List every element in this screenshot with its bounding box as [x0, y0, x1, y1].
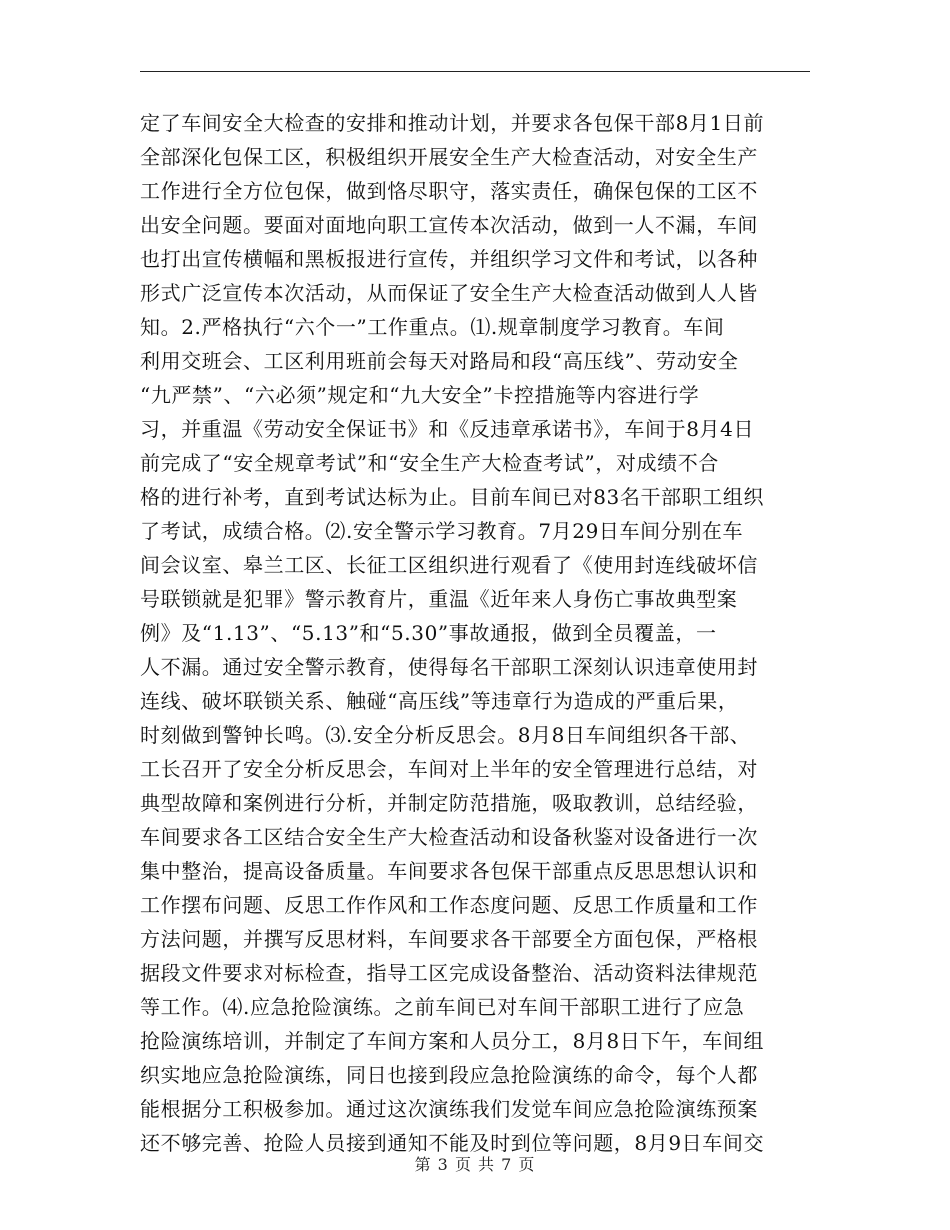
text-line: 定了车间安全大检查的安排和推动计划，并要求各包保干部8月1日前	[140, 111, 765, 135]
text-line: 工长召开了安全分析反思会，车间对上半年的安全管理进行总结，对	[140, 757, 758, 781]
text-line: 前完成了“安全规章考试”和“安全生产大检查考试”，对成绩不合	[140, 451, 719, 475]
text-line: 习，并重温《劳动安全保证书》和《反违章承诺书》，车间于8月4日	[140, 417, 755, 441]
text-line: 时刻做到警钟长鸣。⑶.安全分析反思会。8月8日车间组织各干部、	[140, 723, 751, 747]
body-text	[140, 106, 820, 1160]
text-line: 工作进行全方位包保，做到恪尽职守，落实责任，确保包保的工区不	[140, 179, 758, 203]
text-line: 抢险演练培训，并制定了车间方案和人员分工，8月8日下午，车间组	[140, 1029, 765, 1053]
text-line: 了考试，成绩合格。⑵.安全警示学习教育。7月29日车间分别在车	[140, 519, 744, 543]
text-line: 织实地应急抢险演练，同日也接到段应急抢险演练的命令，每个人都	[140, 1063, 758, 1087]
text-line: 人不漏。通过安全警示教育，使得每名干部职工深刻认识违章使用封	[140, 655, 758, 679]
text-line: 等工作。⑷.应急抢险演练。之前车间已对车间干部职工进行了应急	[140, 995, 745, 1019]
text-line: 还不够完善、抢险人员接到通知不能及时到位等问题，8月9日车间交	[140, 1131, 765, 1155]
text-line: 全部深化包保工区，积极组织开展安全生产大检查活动，对安全生产	[140, 145, 758, 169]
text-line: 集中整治，提高设备质量。车间要求各包保干部重点反思思想认识和	[140, 859, 758, 883]
text-line: 出安全问题。要面对面地向职工宣传本次活动，做到一人不漏，车间	[140, 213, 758, 237]
text-line: 连线、破坏联锁关系、触碰“高压线”等违章行为造成的严重后果，	[140, 689, 739, 713]
text-line: 据段文件要求对标检查，指导工区完成设备整治、活动资料法律规范	[140, 961, 758, 985]
text-line: 能根据分工积极参加。通过这次演练我们发觉车间应急抢险演练预案	[140, 1097, 758, 1121]
page-footer: 第 3 页 共 7 页	[414, 1155, 536, 1174]
text-line: 方法问题，并撰写反思材料，车间要求各干部要全方面包保，严格根	[140, 927, 758, 951]
text-line: 号联锁就是犯罪》警示教育片，重温《近年来人身伤亡事故典型案	[140, 587, 738, 611]
text-line: 间会议室、皋兰工区、长征工区组织进行观看了《使用封连线破坏信	[140, 553, 758, 577]
text-line: 形式广泛宣传本次活动，从而保证了安全生产大检查活动做到人人皆	[140, 281, 758, 305]
text-line: 也打出宣传横幅和黑板报进行宣传，并组织学习文件和考试，以各种	[140, 247, 758, 271]
text-line: 利用交班会、工区利用班前会每天对路局和段“高压线”、劳动安全	[140, 349, 739, 373]
text-line: 知。2.严格执行“六个一”工作重点。⑴.规章制度学习教育。车间	[140, 315, 725, 339]
text-line: 车间要求各工区结合安全生产大检查活动和设备秋鉴对设备进行一次	[140, 825, 758, 849]
text-line: 格的进行补考，直到考试达标为止。目前车间已对83名干部职工组织	[140, 485, 765, 509]
text-line: “九严禁”、“六必须”规定和“九大安全”卡控措施等内容进行学	[140, 383, 700, 407]
text-line: 典型故障和案例进行分析，并制定防范措施，吸取教训，总结经验，	[140, 791, 758, 815]
header-rule	[140, 71, 810, 72]
text-line: 工作摆布问题、反思工作作风和工作态度问题、反思工作质量和工作	[140, 893, 758, 917]
text-line: 例》及“1.13”、“5.13”和“5.30”事故通报，做到全员覆盖，一	[140, 621, 717, 645]
